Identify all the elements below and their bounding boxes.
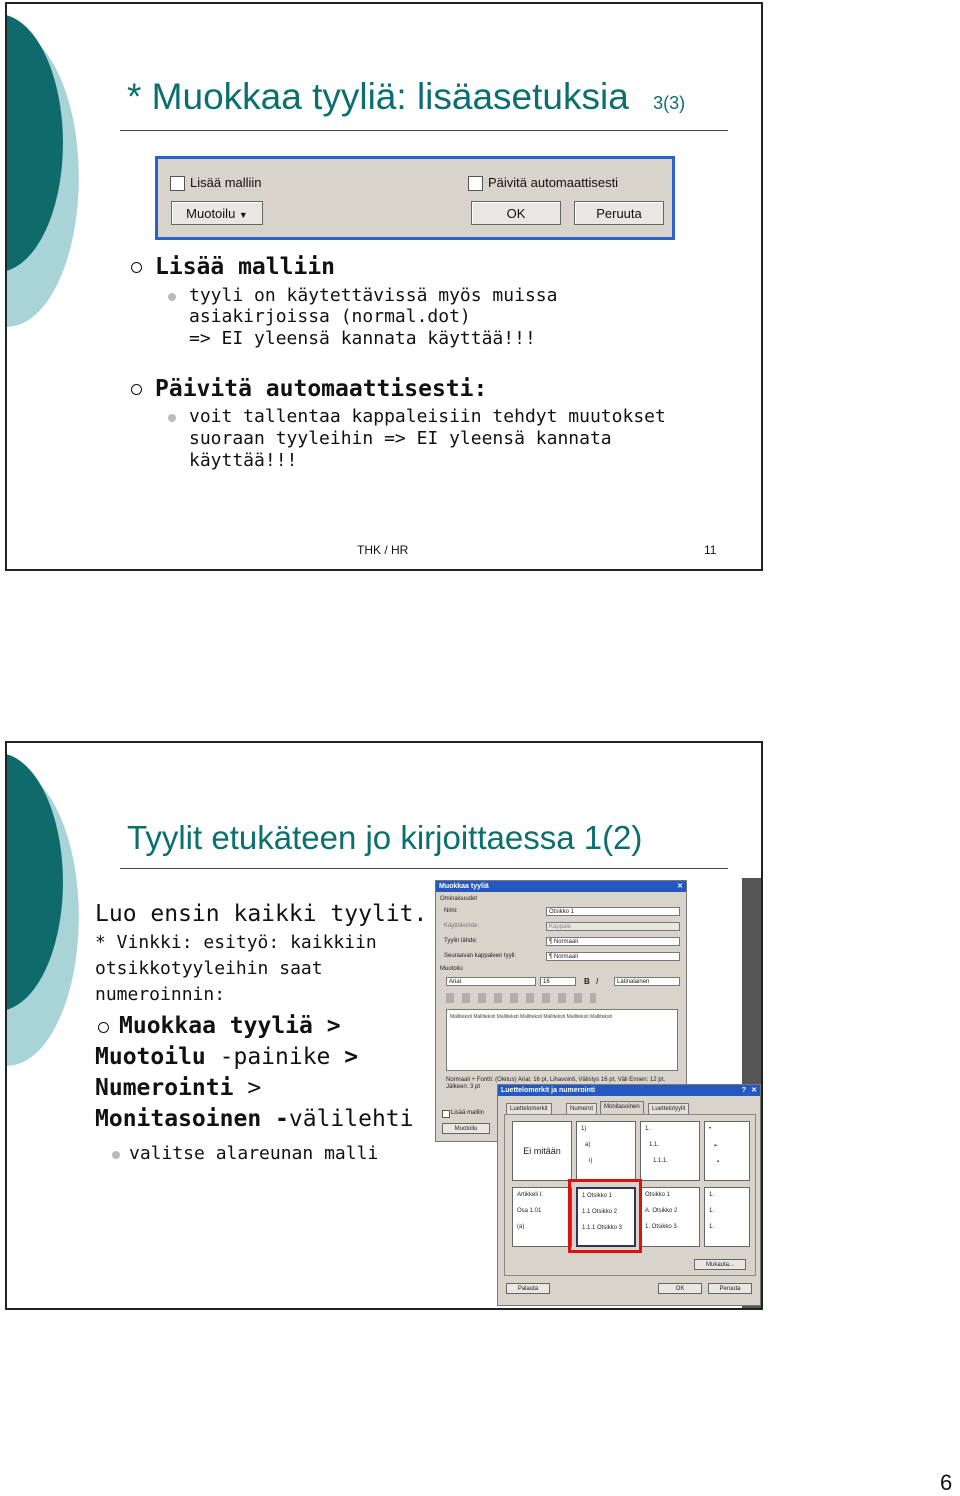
dialog-title-bar xyxy=(436,881,686,892)
bullet-ring-icon xyxy=(98,1022,109,1033)
level-label: Osa 1.01 xyxy=(517,1208,542,1214)
auto-update-label: Päivitä automaattisesti xyxy=(488,175,619,190)
dialog-title: Luettelomerkit ja numerointi xyxy=(501,1087,596,1094)
menu-path-part: Monitasoinen - xyxy=(95,1106,289,1132)
name-field[interactable]: Otsikko 1 xyxy=(546,907,680,916)
tab-multilevel[interactable]: Monitasoinen xyxy=(600,1101,644,1115)
list-option[interactable] xyxy=(640,1187,700,1247)
menu-path-separator: > xyxy=(233,1075,262,1101)
customize-button[interactable]: Mukauta... xyxy=(694,1259,746,1270)
level-label: • xyxy=(709,1126,712,1132)
level-label: A. Otsikko 2 xyxy=(645,1208,678,1214)
level-label: ➢ xyxy=(713,1143,719,1149)
level-label: 1) xyxy=(581,1126,587,1132)
add-template-checkbox[interactable] xyxy=(442,1110,450,1118)
slide-page-number: 11 xyxy=(704,543,717,557)
auto-update-checkbox[interactable] xyxy=(468,176,483,191)
sub-bullet-text: valitse alareunan malli xyxy=(129,1143,379,1164)
bullet-line: => EI yleensä kannata käyttää!!! xyxy=(189,328,536,349)
format-group-label: Muotoilu xyxy=(440,966,463,972)
bold-icon[interactable]: B xyxy=(584,977,590,986)
menu-path-part: -painike xyxy=(205,1044,345,1070)
based-on-label: Tyylin lähde: xyxy=(444,938,478,944)
instruction-line xyxy=(95,1075,261,1101)
level-label: 1.1. xyxy=(649,1142,660,1148)
list-option[interactable] xyxy=(704,1121,750,1181)
type-select[interactable]: Kappale xyxy=(546,922,680,931)
level-label: 1.1.1. xyxy=(653,1158,669,1164)
title-rule xyxy=(120,868,728,869)
group-label: Ominaisuudet xyxy=(440,896,478,902)
name-label: Nimi: xyxy=(444,908,458,914)
instruction-line xyxy=(95,1106,414,1132)
alignment-toolbar[interactable] xyxy=(446,993,596,1003)
preview-box xyxy=(446,1009,678,1071)
tip-line: otsikkotyyleihin saat xyxy=(95,958,323,979)
bullet-line: käyttää!!! xyxy=(189,450,298,471)
level-label: 1. xyxy=(709,1208,715,1214)
level-label: Otsikko 1 xyxy=(645,1192,671,1198)
list-option-none[interactable] xyxy=(512,1121,572,1181)
menu-path-part: Muotoilu xyxy=(95,1044,206,1070)
bullet-heading: Lisää malliin xyxy=(155,254,336,280)
ok-button[interactable]: OK xyxy=(471,201,561,225)
language-select[interactable]: Latinalainen xyxy=(614,977,680,986)
tab-list-styles[interactable]: Luettelotyylit xyxy=(648,1103,689,1115)
dialog-title-bar xyxy=(498,1085,760,1096)
level-label: i) xyxy=(589,1158,593,1164)
bullet-ring-icon xyxy=(131,384,142,395)
page-number: 6 xyxy=(940,1470,953,1495)
next-style-select[interactable]: ¶ Normaali xyxy=(546,952,680,961)
help-icon[interactable]: ? xyxy=(741,1087,746,1094)
slide-2 xyxy=(5,741,763,1310)
close-icon[interactable]: ✕ xyxy=(751,1087,757,1094)
dropdown-arrow-icon: ▼ xyxy=(238,210,248,220)
sub-bullet-dot-icon xyxy=(112,1151,120,1159)
list-option[interactable] xyxy=(576,1121,636,1181)
based-on-select[interactable]: ¶ Normaali xyxy=(546,937,680,946)
menu-path-part: Muokkaa tyyliä xyxy=(119,1013,313,1039)
tip-line: * Vinkki: esityö: kaikkiin xyxy=(95,932,377,953)
level-label: 1. Otsikko 3 xyxy=(645,1224,677,1230)
add-template-checkbox[interactable] xyxy=(170,176,185,191)
cancel-button[interactable]: Peruuta xyxy=(574,201,664,225)
list-option[interactable] xyxy=(512,1187,572,1247)
size-select[interactable]: 16 xyxy=(540,977,576,986)
bullet-line: voit tallentaa kappaleisiin tehdyt muutokset xyxy=(189,406,666,427)
menu-path-separator: > xyxy=(312,1013,341,1039)
reset-button[interactable]: Palauta xyxy=(506,1283,550,1294)
slide-decoration xyxy=(7,743,107,1308)
type-label: Käyttökohde: xyxy=(444,923,480,929)
level-label: 1. xyxy=(709,1192,715,1198)
style-dialog-snippet xyxy=(155,156,675,240)
menu-path-part: Numerointi xyxy=(95,1075,234,1101)
style-description: Normaali + Fontti: (Oletus) Arial, 16 pt, Lihavointi, Välistys 16 pt, Väli Ennen: 12 pt, Jälkeen: 3 pt xyxy=(446,1077,665,1090)
instruction-line xyxy=(95,1044,358,1070)
cancel-button[interactable]: Peruuta xyxy=(708,1283,752,1294)
level-label: 1.1 Otsikko 2 xyxy=(582,1209,618,1215)
title-rule xyxy=(120,130,728,131)
tab-bullets[interactable]: Luettelomerkit xyxy=(506,1103,552,1115)
add-template-label: Lisää malliin xyxy=(451,1110,485,1116)
menu-path-separator: > xyxy=(344,1044,359,1070)
next-style-label: Seuraavan kappaleen tyyli: xyxy=(444,953,517,959)
slide-title-number: 3(3) xyxy=(653,93,686,113)
slide-title: Tyylit etukäteen jo kirjoittaessa 1(2) xyxy=(127,819,643,856)
bullet-line: suoraan tyyleihin => EI yleensä kannata xyxy=(189,428,612,449)
ok-button[interactable]: OK xyxy=(658,1283,702,1294)
bullet-heading: Päivitä automaattisesti: xyxy=(155,376,488,402)
level-label: 1.1.1 Otsikko 3 xyxy=(582,1225,623,1231)
italic-icon[interactable]: I xyxy=(596,977,599,986)
sub-bullet-dot-icon xyxy=(168,293,176,301)
level-label: Artikkeli I. xyxy=(517,1192,544,1198)
level-label: ▪ xyxy=(717,1159,720,1165)
add-template-label: Lisää malliin xyxy=(190,175,262,190)
level-label: 1 Otsikko 1 xyxy=(582,1193,613,1199)
slide-footer: THK / HR xyxy=(357,543,409,557)
list-option[interactable] xyxy=(704,1187,750,1247)
dialog-title: Muokkaa tyyliä xyxy=(439,883,489,890)
format-button-label: Muotoilu xyxy=(186,206,236,221)
list-option-label: Ei mitään xyxy=(523,1146,561,1156)
intro-text: Luo ensin kaikki tyylit. xyxy=(95,901,428,927)
bullet-line: asiakirjoissa (normal.dot) xyxy=(189,306,471,327)
close-icon[interactable]: ✕ xyxy=(677,883,683,890)
slide-decoration xyxy=(7,4,107,569)
format-button[interactable]: Muotoilu xyxy=(442,1123,490,1134)
sub-bullet-dot-icon xyxy=(168,414,176,422)
bullets-numbering-dialog xyxy=(497,1084,761,1306)
preview-text: Malliteksti Malliteksti Malliteksti Malliteksti Malliteksti Malliteksti Malliteksti xyxy=(450,1014,612,1020)
font-select[interactable]: Arial xyxy=(446,977,536,986)
slide-title xyxy=(127,76,685,118)
level-label: 1. xyxy=(709,1224,715,1230)
menu-path-part: välilehti xyxy=(288,1106,414,1132)
slide-1 xyxy=(5,2,763,571)
level-label: (a) xyxy=(517,1224,525,1230)
level-label: 1. xyxy=(645,1126,651,1132)
bullet-ring-icon xyxy=(131,262,142,273)
tab-numbers[interactable]: Numerot xyxy=(566,1103,597,1115)
tip-line: numeroinnin: xyxy=(95,984,226,1005)
level-label: a) xyxy=(585,1142,591,1148)
instruction-line xyxy=(119,1013,341,1039)
bullet-line: tyyli on käytettävissä myös muissa xyxy=(189,285,558,306)
format-button[interactable] xyxy=(171,201,263,225)
list-option[interactable] xyxy=(640,1121,700,1181)
highlight-box xyxy=(568,1179,642,1253)
slide-title-text: * Muokkaa tyyliä: lisäasetuksia xyxy=(127,76,629,117)
